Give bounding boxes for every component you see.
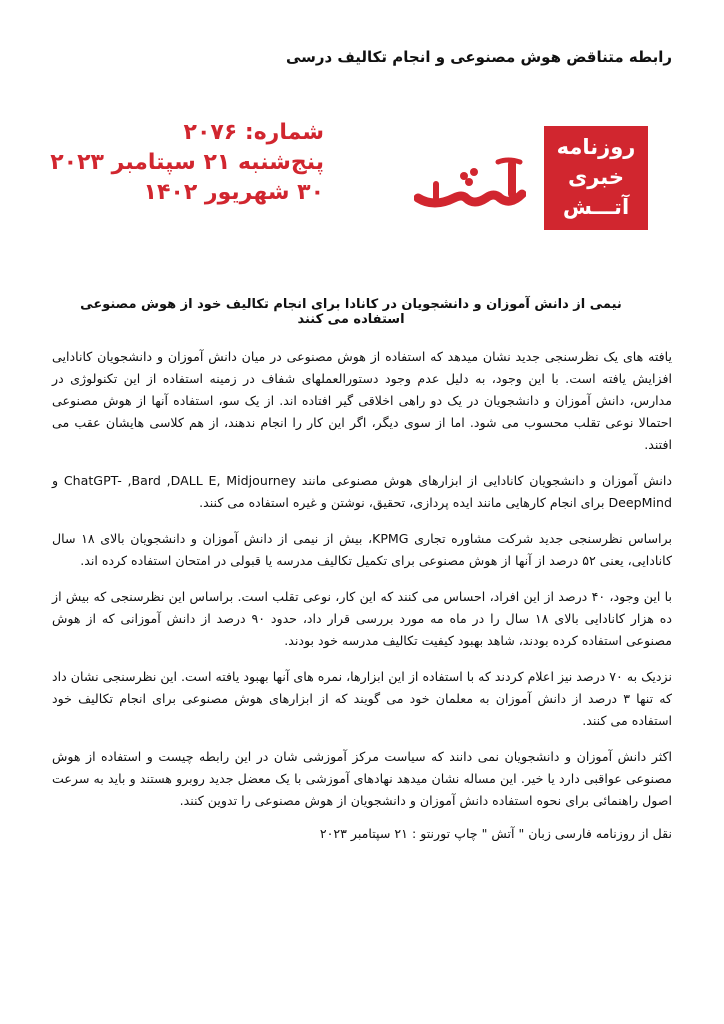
article-body [52, 346, 672, 826]
page-heading: رابطه متناقض هوش مصنوعی و انجام تکالیف درسی [285, 48, 672, 66]
logo-line-3: آتـــش [562, 195, 630, 219]
logo-line-1: روزنامه [556, 135, 636, 159]
newspaper-logo [544, 126, 648, 230]
masthead [50, 118, 648, 228]
article-paragraph: براساس نظرسنجی جدید شرکت مشاوره تجاری KPMG، بیش از نیمی از دانش آموزان و دانشجویان بالای ۱۸ سال کانادایی، یعنی ۵۲ درصد از آنها از هوش مصنوعی برای تکمیل تکالیف مدرسه یا قبولی در امتحان استفاده کرده اند. [52, 531, 672, 568]
article-paragraph: دانش آموزان و دانشجویان کانادایی از ابزارهای هوش مصنوعی مانند ChatGPT- ,Bard ,DALL E, Midjourney و DeepMind برای انجام کارهایی مانند ایده پردازی، تحقیق، نوشتن و غیره استفاده می کنند. [52, 473, 672, 510]
issue-number: شماره: ۲۰۷۶ [183, 120, 324, 145]
article-paragraph: با این وجود، ۴۰ درصد از این افراد، احساس می کنند که این کار، نوعی تقلب است. براساس این نظرسنجی که بیش از ده هزار کانادایی بالای ۱۸ سال را در ماه مه مورد بررسی قرار داد، حدود ۹۰ درصد از دانش آموزانی که از هوش مصنوعی استفاده کرده بودند، شاهد بهبود کیفیت تکالیف مدرسه خود بودند. [52, 589, 673, 648]
article-paragraph: یافته های یک نظرسنجی جدید نشان میدهد که استفاده از هوش مصنوعی در میان دانش آموزان و دانشجویان کانادایی افزایش یافته است. با این وجود، به دلیل عدم وجود دستورالعملهای شفاف در زمینه استفاده از این تکنولوژی در مدارس، دانش آموزان و دانشجویان در یک دو راهی اخلاقی گیر افتاده اند. از یک سو، استفاده آنها از هوش مصنوعی احتمالا نوعی تقلب محسوب می شود. اما از سوی دیگر، اگر این کار را انجام ندهند، از هم کلاسی هایشان عقب می افتند. [52, 349, 672, 452]
logo-line-2: خبری [567, 165, 625, 189]
source-note: نقل از روزنامه فارسی زبان " آتش " چاپ تورنتو : ۲۱ سپتامبر ۲۰۲۳ [319, 826, 672, 841]
article-paragraph: نزدیک به ۷۰ درصد نیز اعلام کردند که با استفاده از این ابزارها، نمره های آنها بهبود یافته است. این نظرسنجی نشان داد که تنها ۳ درصد از دانش آموزان به معلمان خود می گویند که از ابزارهای هوش مصنوعی برای انجام تکالیف خود استفاده می کنند. [52, 669, 673, 728]
issue-date-persian: ۳۰ شهریور ۱۴۰۲ [143, 180, 324, 205]
article-title: نیمی از دانش آموزان و دانشجویان در کانادا برای انجام تکالیف خود از هوش مصنوعی استفاده می کنند [80, 297, 622, 327]
issue-info [50, 118, 324, 208]
article-paragraph: اکثر دانش آموزان و دانشجویان نمی دانند که سیاست مرکز آموزشی شان در این رابطه چیست و استفاده از هوش مصنوعی عواقبی دارد یا خیر. این مساله نشان میدهد نهادهای آموزشی با یک معضل جدید روبرو هستند و باید به سرعت اصول راهنمائی برای نحوه استفاده دانش آموزان و دانشجویان از هوش مصنوعی را تدوین کنند. [52, 749, 672, 808]
issue-date-gregorian: پنج‌شنبه ۲۱ سپتامبر ۲۰۲۳ [50, 150, 324, 175]
atash-script-logo [414, 154, 526, 214]
